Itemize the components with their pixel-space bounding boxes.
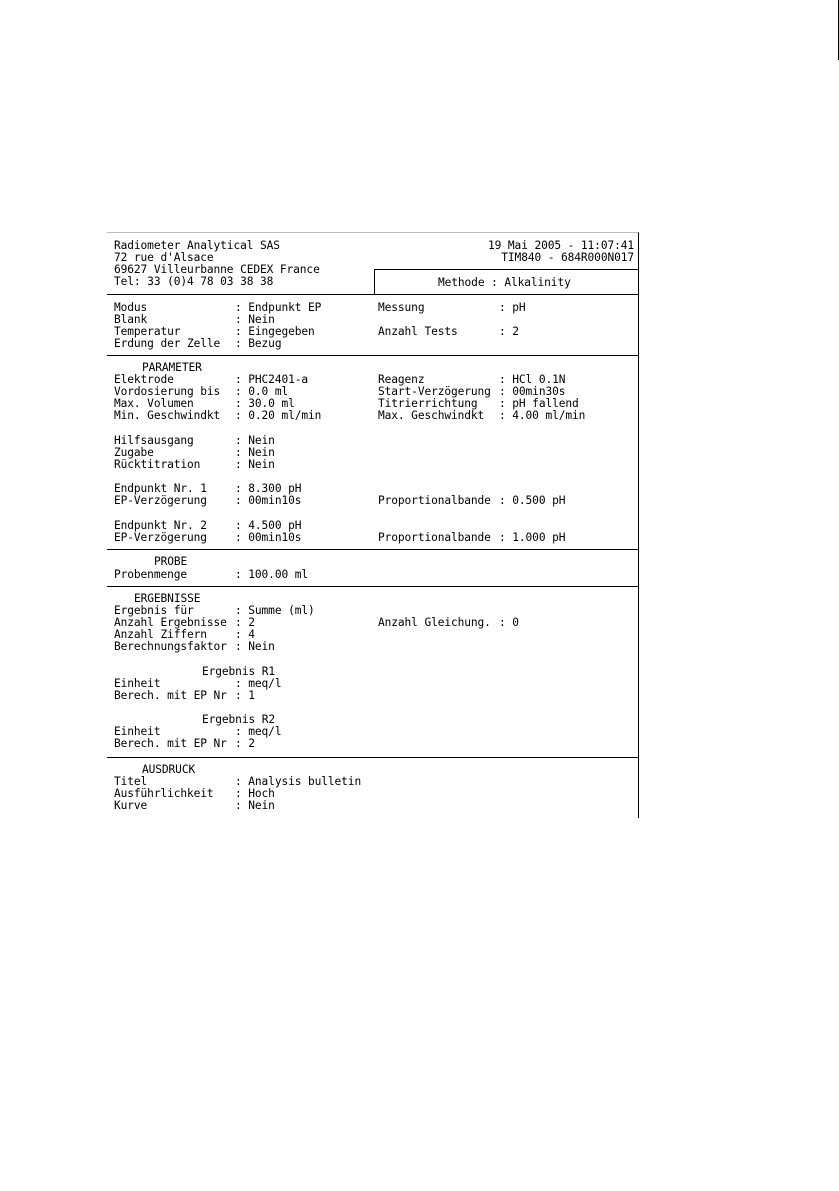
max-geschwindigkeit-label: Max. Geschwindkt (378, 409, 485, 422)
messung-value: : pH (499, 301, 526, 314)
temperatur-label: Temperatur (114, 325, 181, 338)
r1-einheit-label: Einheit (114, 677, 161, 690)
erdung-value: : Bezug (235, 337, 282, 350)
proportionalbande-1-label: Proportionalbande (378, 494, 491, 507)
ep-verzoegerung-2-value: : 00min10s (235, 531, 302, 544)
hilfsausgang-value: : Nein (235, 434, 275, 447)
berechnungsfaktor-value: : Nein (235, 640, 275, 653)
kurve-label: Kurve (114, 799, 148, 812)
titel-value: : Analysis bulletin (235, 775, 362, 788)
titrierrichtung-label: Titrierrichtung (378, 397, 478, 410)
ausdruck-heading: AUSDRUCK (142, 763, 196, 776)
anzahl-ziffern-value: : 4 (235, 628, 255, 641)
ruecktitration-value: : Nein (235, 458, 275, 471)
endpunkt-2-label: Endpunkt Nr. 2 (114, 519, 207, 532)
instrument-id: TIM840 - 684R000N017 (501, 251, 634, 264)
r2-berech-value: : 2 (235, 737, 255, 750)
reagenz-value: : HCl 0.1N (499, 373, 566, 386)
ergebnis-r2-heading: Ergebnis R2 (202, 713, 275, 726)
anzahl-ergebnisse-label: Anzahl Ergebnisse (114, 616, 227, 629)
company-tel: Tel: 33 (0)4 78 03 38 38 (114, 275, 274, 288)
kurve-value: : Nein (235, 799, 275, 812)
r2-berech-label: Berech. mit EP Nr (114, 737, 227, 750)
divider (107, 549, 638, 550)
zugabe-label: Zugabe (114, 446, 154, 459)
proportionalbande-2-label: Proportionalbande (378, 531, 491, 544)
start-verzoegerung-label: Start-Verzögerung (378, 385, 491, 398)
modus-value: : Endpunkt EP (235, 301, 322, 314)
proportionalbande-2-value: : 1.000 pH (499, 531, 566, 544)
company-name: Radiometer Analytical SAS (114, 239, 280, 252)
endpunkt-1-label: Endpunkt Nr. 1 (114, 482, 207, 495)
r2-einheit-label: Einheit (114, 725, 161, 738)
titrierrichtung-value: : pH fallend (499, 397, 579, 410)
endpunkt-1-value: : 8.300 pH (235, 482, 302, 495)
probenmenge-label: Probenmenge (114, 568, 187, 581)
max-geschwindigkeit-value: : 4.00 ml/min (499, 409, 586, 422)
erdung-label: Erdung der Zelle (114, 337, 221, 350)
method-name: Methode : Alkalinity (438, 276, 571, 289)
report-datetime: 19 Mai 2005 - 11:07:41 (488, 239, 634, 252)
blank-value: : Nein (235, 313, 275, 326)
ausfuehrlichkeit-label: Ausführlichkeit (114, 787, 214, 800)
probenmenge-value: : 100.00 ml (235, 568, 308, 581)
max-volumen-label: Max. Volumen (114, 397, 194, 410)
company-city: 69627 Villeurbanne CEDEX France (114, 263, 320, 276)
r2-einheit-value: : meq/l (235, 725, 282, 738)
proportionalbande-1-value: : 0.500 pH (499, 494, 566, 507)
ergebnisse-heading: ERGEBNISSE (134, 592, 201, 605)
r1-einheit-value: : meq/l (235, 677, 282, 690)
min-geschwindigkeit-label: Min. Geschwindkt (114, 409, 221, 422)
reagenz-label: Reagenz (378, 373, 425, 386)
company-street: 72 rue d'Alsace (114, 251, 214, 264)
ausfuehrlichkeit-value: : Hoch (235, 787, 275, 800)
berechnungsfaktor-label: Berechnungsfaktor (114, 640, 227, 653)
ep-verzoegerung-1-label: EP-Verzögerung (114, 494, 207, 507)
divider (107, 355, 638, 356)
ruecktitration-label: Rücktitration (114, 458, 201, 471)
divider (107, 586, 638, 587)
ep-verzoegerung-2-label: EP-Verzögerung (114, 531, 207, 544)
anzahl-ziffern-label: Anzahl Ziffern (114, 628, 207, 641)
parameter-heading: PARAMETER (142, 361, 202, 374)
ep-verzoegerung-1-value: : 00min10s (235, 494, 302, 507)
ergebnis-r1-heading: Ergebnis R1 (202, 665, 275, 678)
method-report (107, 232, 639, 818)
temperatur-value: : Eingegeben (235, 325, 315, 338)
elektrode-value: : PHC2401-a (235, 373, 308, 386)
vordosierung-label: Vordosierung bis (114, 385, 221, 398)
blank-label: Blank (114, 313, 148, 326)
r1-berech-value: : 1 (235, 689, 255, 702)
anzahl-gleichung-value: : 0 (499, 616, 519, 629)
endpunkt-2-value: : 4.500 pH (235, 519, 302, 532)
r1-berech-label: Berech. mit EP Nr (114, 689, 227, 702)
probe-heading: PROBE (154, 555, 188, 568)
divider (107, 757, 638, 758)
min-geschwindigkeit-value: : 0.20 ml/min (235, 409, 322, 422)
anzahl-tests-label: Anzahl Tests (378, 325, 458, 338)
max-volumen-value: : 30.0 ml (235, 397, 295, 410)
elektrode-label: Elektrode (114, 373, 174, 386)
modus-label: Modus (114, 301, 148, 314)
messung-label: Messung (378, 301, 425, 314)
ergebnis-fuer-label: Ergebnis für (114, 604, 194, 617)
hilfsausgang-label: Hilfsausgang (114, 434, 194, 447)
start-verzoegerung-value: : 00min30s (499, 385, 566, 398)
titel-label: Titel (114, 775, 148, 788)
ergebnis-fuer-value: : Summe (ml) (235, 604, 315, 617)
vordosierung-value: : 0.0 ml (235, 385, 289, 398)
zugabe-value: : Nein (235, 446, 275, 459)
anzahl-tests-value: : 2 (499, 325, 519, 338)
anzahl-gleichung-label: Anzahl Gleichung. (378, 616, 491, 629)
anzahl-ergebnisse-value: : 2 (235, 616, 255, 629)
divider (107, 294, 638, 295)
